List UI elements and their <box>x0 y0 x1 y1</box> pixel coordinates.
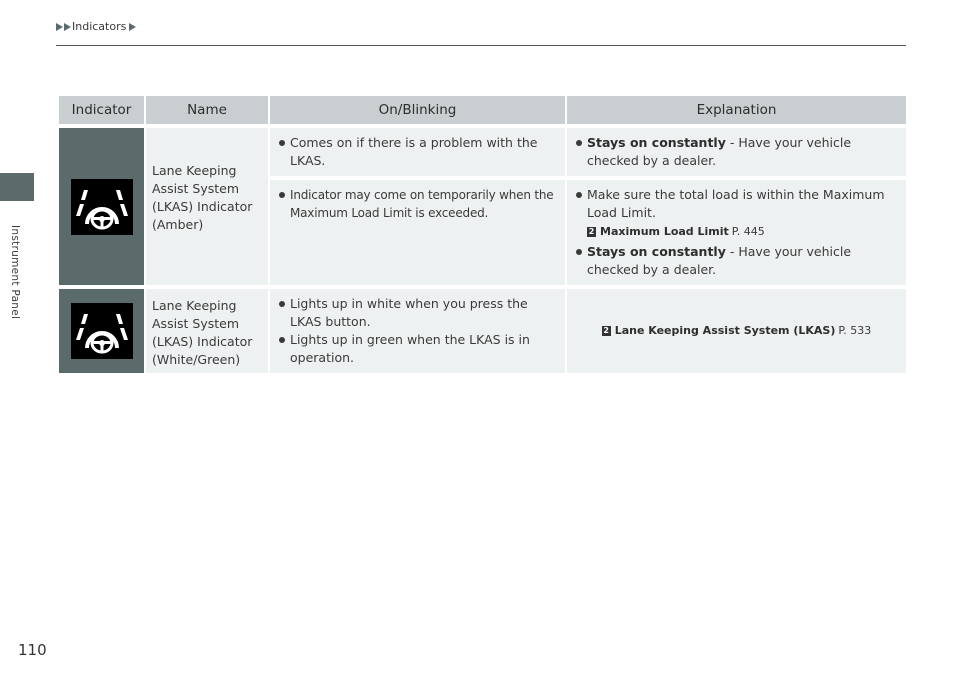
reference-title: Maximum Load Limit <box>600 225 729 238</box>
breadcrumb-arrow-icon <box>129 23 136 31</box>
list-item <box>575 134 898 170</box>
list-item: Comes on if there is a problem with the LKAS. <box>278 134 557 170</box>
table-row <box>59 128 906 180</box>
column-header-on-blinking: On/Blinking <box>270 96 567 128</box>
lkas-white-green-icon <box>71 303 133 359</box>
list-item: Lights up in white when you press the LKAS button. <box>278 295 557 331</box>
list-item: Make sure the total load is within the Maximum Load Limit. <box>575 186 898 222</box>
breadcrumb-label[interactable]: Indicators <box>72 20 127 33</box>
breadcrumb-arrow-icon <box>56 23 63 31</box>
indicator-name: Lane Keeping Assist System (LKAS) Indicator (White/Green) <box>146 289 270 377</box>
section-tab-label: Instrument Panel <box>9 225 21 320</box>
lkas-amber-icon <box>71 179 133 235</box>
table-row <box>59 289 906 377</box>
on-blinking-cell <box>270 128 567 180</box>
reference-arrow-icon: 2 <box>588 227 595 236</box>
column-header-name: Name <box>146 96 270 128</box>
reference-page: P. 533 <box>838 323 872 337</box>
explanation-text: - Have your vehicle checked by a dealer. <box>587 244 852 277</box>
explanation-cell <box>567 180 906 289</box>
indicator-cell <box>59 128 146 289</box>
reference-page: P. 445 <box>731 225 765 238</box>
explanation-text: - Have your vehicle checked by a dealer. <box>587 135 852 168</box>
page-number: 110 <box>18 641 47 659</box>
explanation-cell <box>567 289 906 377</box>
cross-reference-link[interactable] <box>575 322 898 340</box>
section-tab[interactable] <box>0 173 34 201</box>
on-blinking-cell <box>270 289 567 377</box>
emphasis-text: Stays on constantly <box>587 135 726 150</box>
table-header-row <box>59 96 906 128</box>
list-item: Indicator may come on temporarily when the Maximum Load Limit is exceeded. <box>278 186 557 222</box>
list-item: Lights up in green when the LKAS is in operation. <box>278 331 557 367</box>
breadcrumb-arrow-icon <box>64 23 71 31</box>
breadcrumb <box>56 20 137 33</box>
reference-title: Lane Keeping Assist System (LKAS) <box>614 323 836 337</box>
reference-arrow-icon: 2 <box>603 325 609 335</box>
indicator-name: Lane Keeping Assist System (LKAS) Indicator (Amber) <box>146 128 270 289</box>
column-header-indicator: Indicator <box>59 96 146 128</box>
explanation-cell <box>567 128 906 180</box>
on-blinking-cell <box>270 180 567 289</box>
list-item <box>575 243 898 279</box>
cross-reference-link[interactable] <box>575 223 898 241</box>
emphasis-text: Stays on constantly <box>587 244 726 259</box>
header-divider <box>56 45 906 46</box>
indicator-table <box>59 96 906 377</box>
indicator-cell <box>59 289 146 377</box>
column-header-explanation: Explanation <box>567 96 906 128</box>
